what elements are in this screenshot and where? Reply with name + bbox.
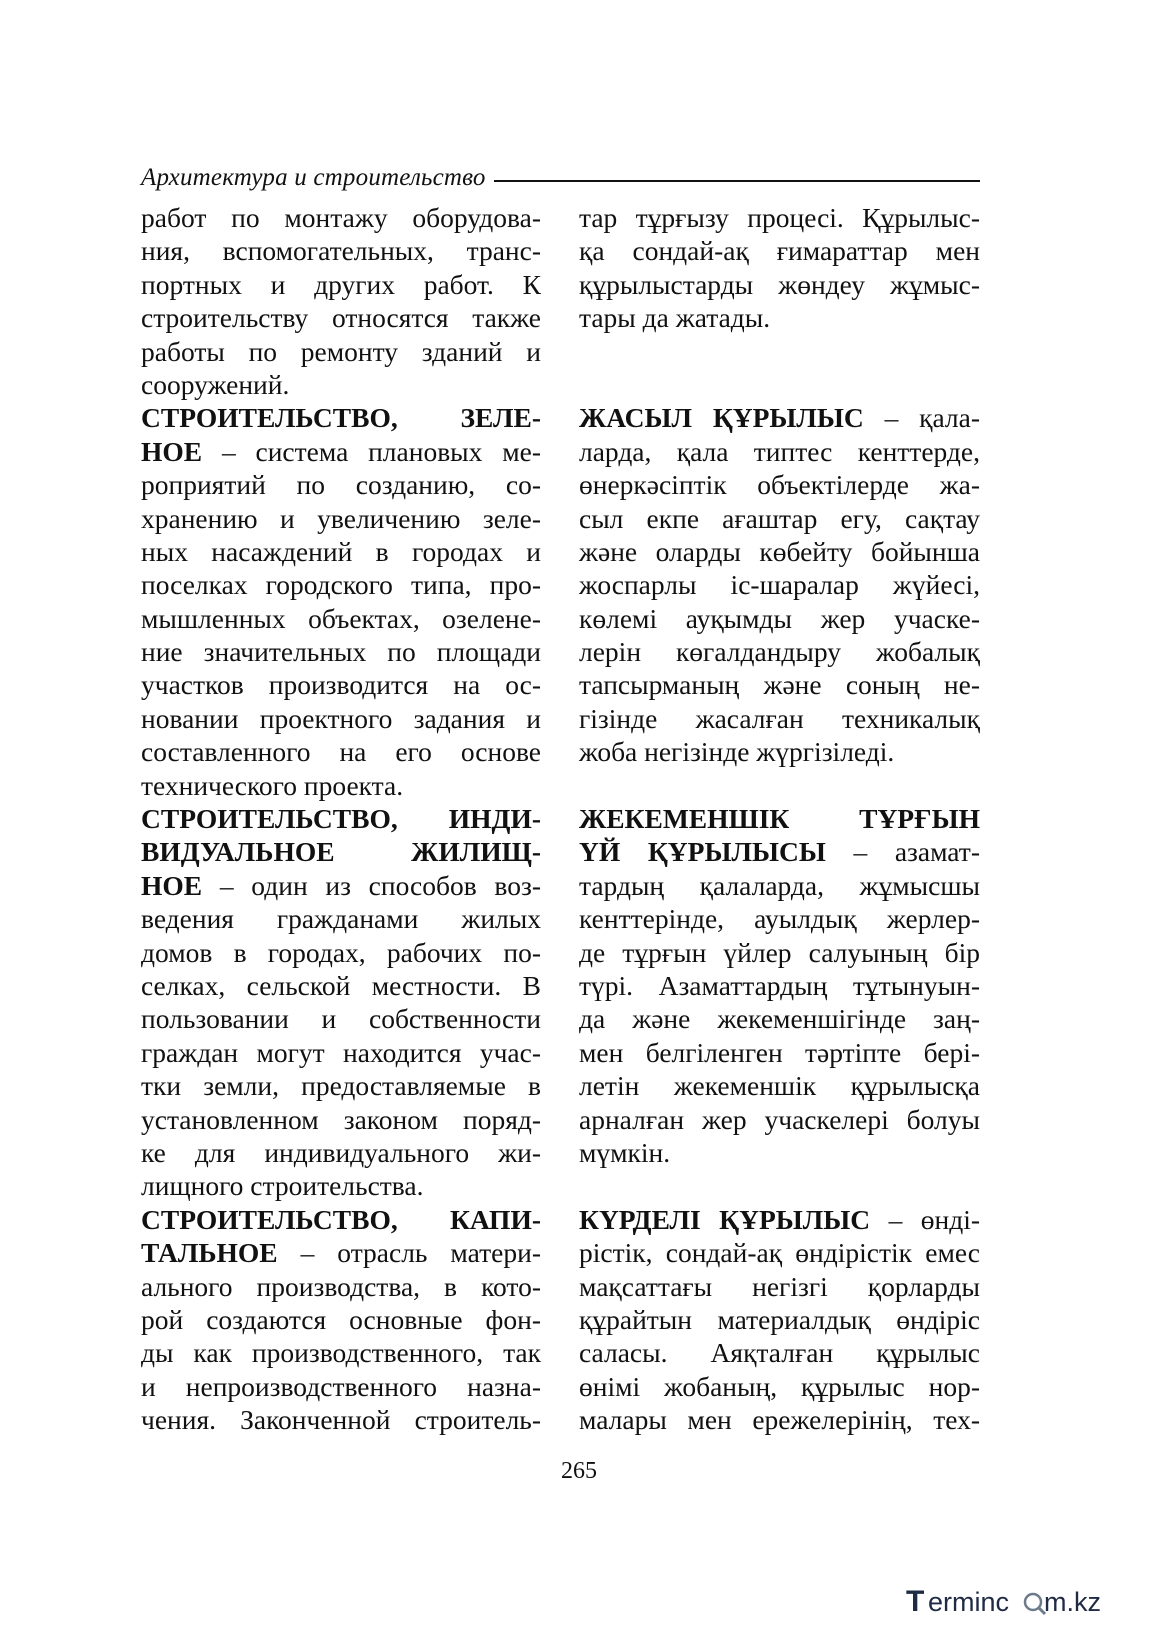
line-text: технического проекта. [141, 769, 404, 801]
line-text: поселках городского типа, про- [141, 569, 541, 601]
text-line [141, 301, 541, 334]
line-text: и непроизводственного назна- [141, 1370, 541, 1402]
left-column [141, 201, 541, 1436]
line-text: ке для индивидуального жи- [141, 1136, 541, 1168]
line-text: саласы. Аяқталған құрылыс [579, 1337, 980, 1369]
page-number: 265 [561, 1458, 597, 1484]
text-line [579, 602, 980, 635]
line-text: – өнді- [870, 1203, 980, 1235]
line-text: портных и других работ. К [141, 268, 541, 300]
line-text: қа сондай-ақ ғимараттар мен [579, 235, 980, 267]
line-text: рой создаются основные фон- [141, 1303, 541, 1335]
entry-term: НОЕ [141, 435, 203, 467]
paragraph-gap [579, 335, 980, 402]
line-text: ларда, қала типтес кенттерде, [579, 435, 980, 467]
line-text: лищного строительства. [141, 1170, 424, 1202]
line-text: ние значительных по площади [141, 636, 541, 668]
text-line [141, 234, 541, 267]
text-line [579, 401, 980, 434]
text-line [141, 502, 541, 535]
line-text: – один из способов воз- [202, 869, 541, 901]
text-line [579, 1336, 980, 1369]
line-text: – азамат- [825, 836, 980, 868]
line-text: ды как производственного, так [141, 1337, 541, 1369]
svg-text:erminc: erminc [928, 1587, 1010, 1617]
text-line [579, 869, 980, 902]
svg-text:m.kz: m.kz [1044, 1587, 1101, 1617]
line-text: чения. Законченной строитель- [141, 1404, 541, 1436]
text-line [579, 1270, 980, 1303]
text-line [141, 268, 541, 301]
text-line [141, 201, 541, 234]
text-line [141, 1336, 541, 1369]
line-text: лерін көгалдандыру жобалық [579, 636, 980, 668]
line-text: участков производится на ос- [141, 669, 541, 701]
line-text: тапсырманың және соның не- [579, 669, 980, 701]
line-text: тки земли, предоставляемые в [141, 1070, 541, 1102]
line-text: установленном законом поряд- [141, 1103, 541, 1135]
right-column [579, 201, 980, 1436]
line-text: кенттерінде, ауылдық жерлер- [579, 903, 980, 935]
line-text: мақсаттағы негізгі қорларды [579, 1270, 980, 1302]
line-text: составленного на его основе [141, 736, 541, 768]
running-head-title: Архитектура и строительство [141, 164, 486, 191]
text-line [141, 1169, 541, 1202]
text-line [141, 1136, 541, 1169]
termincom-watermark [904, 1581, 1136, 1619]
text-line [141, 1203, 541, 1236]
text-line [579, 1203, 980, 1236]
text-line [141, 368, 541, 401]
line-text: рістік, сондай-ақ өндірістік емес [579, 1237, 980, 1269]
line-text: работ по монтажу оборудова- [141, 202, 541, 233]
text-line [141, 668, 541, 701]
entry-term: ЖАСЫЛ ҚҰРЫЛЫС [579, 402, 864, 434]
paragraph-gap [579, 769, 980, 802]
line-text: көлемі ауқымды жер учаске- [579, 602, 980, 634]
line-text: құрылыстарды жөндеу жұмыс- [579, 268, 980, 300]
text-line [141, 1036, 541, 1069]
text-line [579, 468, 980, 501]
line-text: хранению и увеличению зеле- [141, 502, 541, 534]
text-line [579, 201, 980, 234]
entry-term: СТРОИТЕЛЬСТВО, ЗЕЛЕ- [141, 402, 541, 434]
line-text: ведения гражданами жилых [141, 903, 541, 935]
text-line [579, 1136, 980, 1169]
text-line [141, 401, 541, 434]
text-line [579, 668, 980, 701]
text-line [579, 902, 980, 935]
text-line [579, 835, 980, 868]
text-line [141, 702, 541, 735]
running-head-rule [494, 180, 980, 182]
line-text: – система плановых ме- [202, 435, 541, 467]
line-text: селках, сельской местности. В [141, 969, 541, 1001]
text-line [141, 1403, 541, 1436]
running-head [141, 158, 980, 198]
watermark-logo-icon [904, 1581, 1136, 1619]
text-line [579, 936, 980, 969]
entry-term: ТАЛЬНОЕ [141, 1237, 278, 1269]
line-text: строительству относятся также [141, 302, 541, 334]
text-line [141, 969, 541, 1002]
line-text: – қала- [863, 402, 980, 434]
text-line [141, 335, 541, 368]
text-line [141, 602, 541, 635]
line-text: өнімі жобаның, құрылыс нор- [579, 1370, 980, 1402]
line-text: өнеркәсіптік объектілерде жа- [579, 469, 980, 501]
line-text: ния, вспомогательных, транс- [141, 235, 541, 267]
paragraph-gap [579, 1169, 980, 1202]
text-line [579, 301, 980, 334]
line-text: гізінде жасалған техникалық [579, 702, 980, 734]
line-text: ных насаждений в городах и [141, 535, 541, 567]
line-text: граждан могут находится учас- [141, 1036, 541, 1068]
text-line [579, 1236, 980, 1269]
text-line [141, 1303, 541, 1336]
entry-term: НОЕ [141, 869, 203, 901]
line-text: сооружений. [141, 368, 290, 400]
text-line [141, 1270, 541, 1303]
text-line [579, 1002, 980, 1035]
text-line [579, 702, 980, 735]
line-text: новании проектного задания и [141, 702, 541, 734]
text-line [579, 568, 980, 601]
line-text: пользовании и собственности [141, 1003, 541, 1035]
svg-text:T: T [906, 1585, 925, 1618]
text-line [141, 835, 541, 868]
line-text: летін жекеменшік құрылысқа [579, 1070, 980, 1102]
text-line [579, 234, 980, 267]
text-line [579, 1069, 980, 1102]
line-text: және оларды көбейту бойынша [579, 535, 980, 567]
line-text: роприятий по созданию, со- [141, 469, 541, 501]
entry-term: СТРОИТЕЛЬСТВО, КАПИ- [141, 1203, 541, 1235]
entry-term: ВИДУАЛЬНОЕ ЖИЛИЩ- [141, 836, 541, 868]
text-line [579, 735, 980, 768]
text-line [141, 735, 541, 768]
text-line [141, 468, 541, 501]
line-text: работы по ремонту зданий и [141, 335, 541, 367]
text-line [141, 1103, 541, 1136]
line-text: жоспарлы іс-шаралар жүйесі, [579, 569, 980, 601]
text-line [141, 435, 541, 468]
text-line [141, 568, 541, 601]
text-line [579, 1036, 980, 1069]
text-line [579, 1303, 980, 1336]
text-line [141, 1069, 541, 1102]
text-line [579, 802, 980, 835]
line-text: малары мен ережелерінің, тех- [579, 1404, 980, 1436]
text-line [579, 1103, 980, 1136]
line-text: тардың қалаларда, жұмысшы [579, 869, 980, 901]
text-line [141, 869, 541, 902]
text-line [141, 1236, 541, 1269]
entry-term: СТРОИТЕЛЬСТВО, ИНДИ- [141, 803, 541, 835]
line-text: тар тұрғызу процесі. Құрылыс- [579, 202, 980, 233]
text-line [579, 502, 980, 535]
text-line [141, 1002, 541, 1035]
text-line [141, 635, 541, 668]
line-text: тары да жатады. [579, 302, 771, 334]
line-text: мышленных объектах, озелене- [141, 602, 541, 634]
text-line [579, 268, 980, 301]
entry-term: ЖЕКЕМЕНШІК ТҰРҒЫН [579, 803, 980, 835]
line-text: де тұрғын үйлер салуының бір [579, 936, 980, 968]
line-text: мүмкін. [579, 1136, 671, 1168]
text-line [579, 435, 980, 468]
entry-term: КҮРДЕЛІ ҚҰРЫЛЫС [579, 1203, 871, 1235]
line-text: да және жекеменшігінде заң- [579, 1003, 980, 1035]
text-line [141, 936, 541, 969]
text-line [141, 902, 541, 935]
text-line [579, 535, 980, 568]
line-text: – отрасль матери- [277, 1237, 541, 1269]
line-text: түрі. Азаматтардың тұтынуын- [579, 970, 980, 1001]
text-line [141, 802, 541, 835]
line-text: құрайтын материалдық өндіріс [579, 1303, 980, 1335]
line-text: ального производства, в кото- [141, 1270, 541, 1302]
line-text: мен белгіленген тәртіпте бері- [579, 1036, 980, 1068]
entry-term: ҮЙ ҚҰРЫЛЫСЫ [579, 836, 826, 868]
text-line [141, 535, 541, 568]
text-line [579, 635, 980, 668]
line-text: арналған жер учаскелері болуы [579, 1103, 980, 1135]
text-line [141, 1370, 541, 1403]
text-line [141, 769, 541, 802]
text-line [579, 1370, 980, 1403]
text-line [579, 1403, 980, 1436]
line-text: сыл екпе ағаштар егу, сақтау [579, 502, 980, 534]
line-text: жоба негізінде жүргізіледі. [579, 736, 895, 768]
line-text: домов в городах, рабочих по- [141, 936, 541, 968]
text-line [579, 969, 980, 1002]
